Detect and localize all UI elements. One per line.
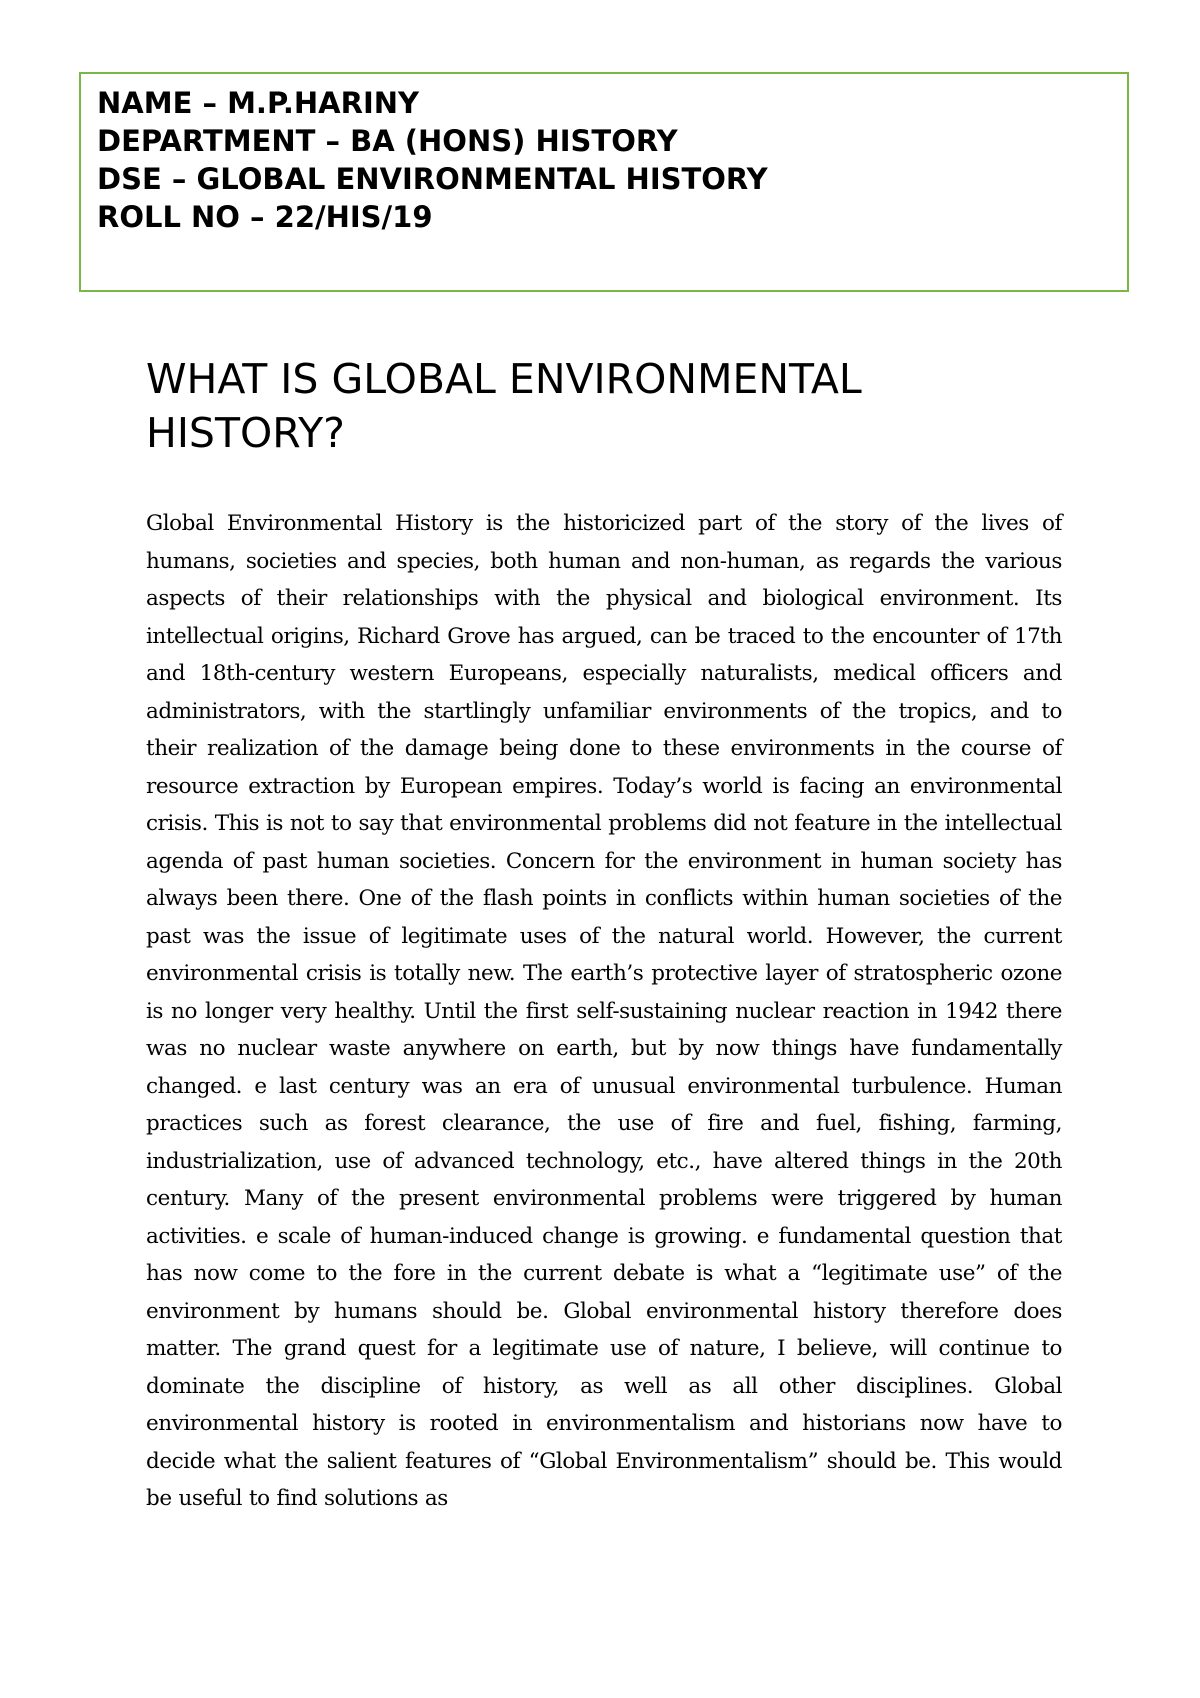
body-paragraph: Global Environmental History is the historicized part of the story of the lives of humans, societies and species, both human and non-human, as regards the various aspects of their relationships with the physical and biological environment. Its intellectual origins, Richard Grove has argued, can be traced to the encounter of 17th and 18th-century western Europeans, especially naturalists, medical officers and administrators, with the startlingly unfamiliar environments of the tropics, and to their realization of the damage being done to these environments in the course of resource extraction by European empires. Today’s world is facing an environmental crisis. This is not to say that environmental problems did not feature in the intellectual agenda of past human societies. Concern for the environment in human society has always been there. One of the flash points in conflicts within human societies of the past was the issue of legitimate uses of the natural world. However, the current environmental crisis is totally new. The earth’s protective layer of stratospheric ozone is no longer very healthy. Until the first self-sustaining nuclear reaction in 1942 there was no nuclear waste anywhere on earth, but by now things have fundamentally changed. e last century was an era of unusual environmental turbulence. Human practices such as forest clearance, the use of fire and fuel, fishing, farming, industrialization, use of advanced technology, etc., have altered things in the 20th century. Many of the present environmental problems were triggered by human activities. e scale of human-induced change is growing. e fundamental question that has now come to the fore in the current debate is what a “legitimate use” of the environment by humans should be. Global environmental history therefore does matter. The grand quest for a legitimate use of nature, I believe, will continue to dominate the discipline of history, as well as all other disciplines. Global environmental history is rooted in environmentalism and historians now have to decide what the salient features of “Global Environmentalism” should be. This would be useful to find solutions as: [146, 511, 1062, 1511]
course-dse: DSE – GLOBAL ENVIRONMENTAL HISTORY: [97, 162, 768, 196]
student-department: DEPARTMENT – BA (HONS) HISTORY: [97, 124, 678, 158]
roll-number: ROLL NO – 22/HIS/19: [97, 200, 433, 234]
student-name: NAME – M.P.HARINY: [97, 86, 420, 120]
document-title: WHAT IS GLOBAL ENVIRONMENTAL HISTORY?: [146, 355, 862, 457]
student-info-box: [79, 72, 1129, 292]
